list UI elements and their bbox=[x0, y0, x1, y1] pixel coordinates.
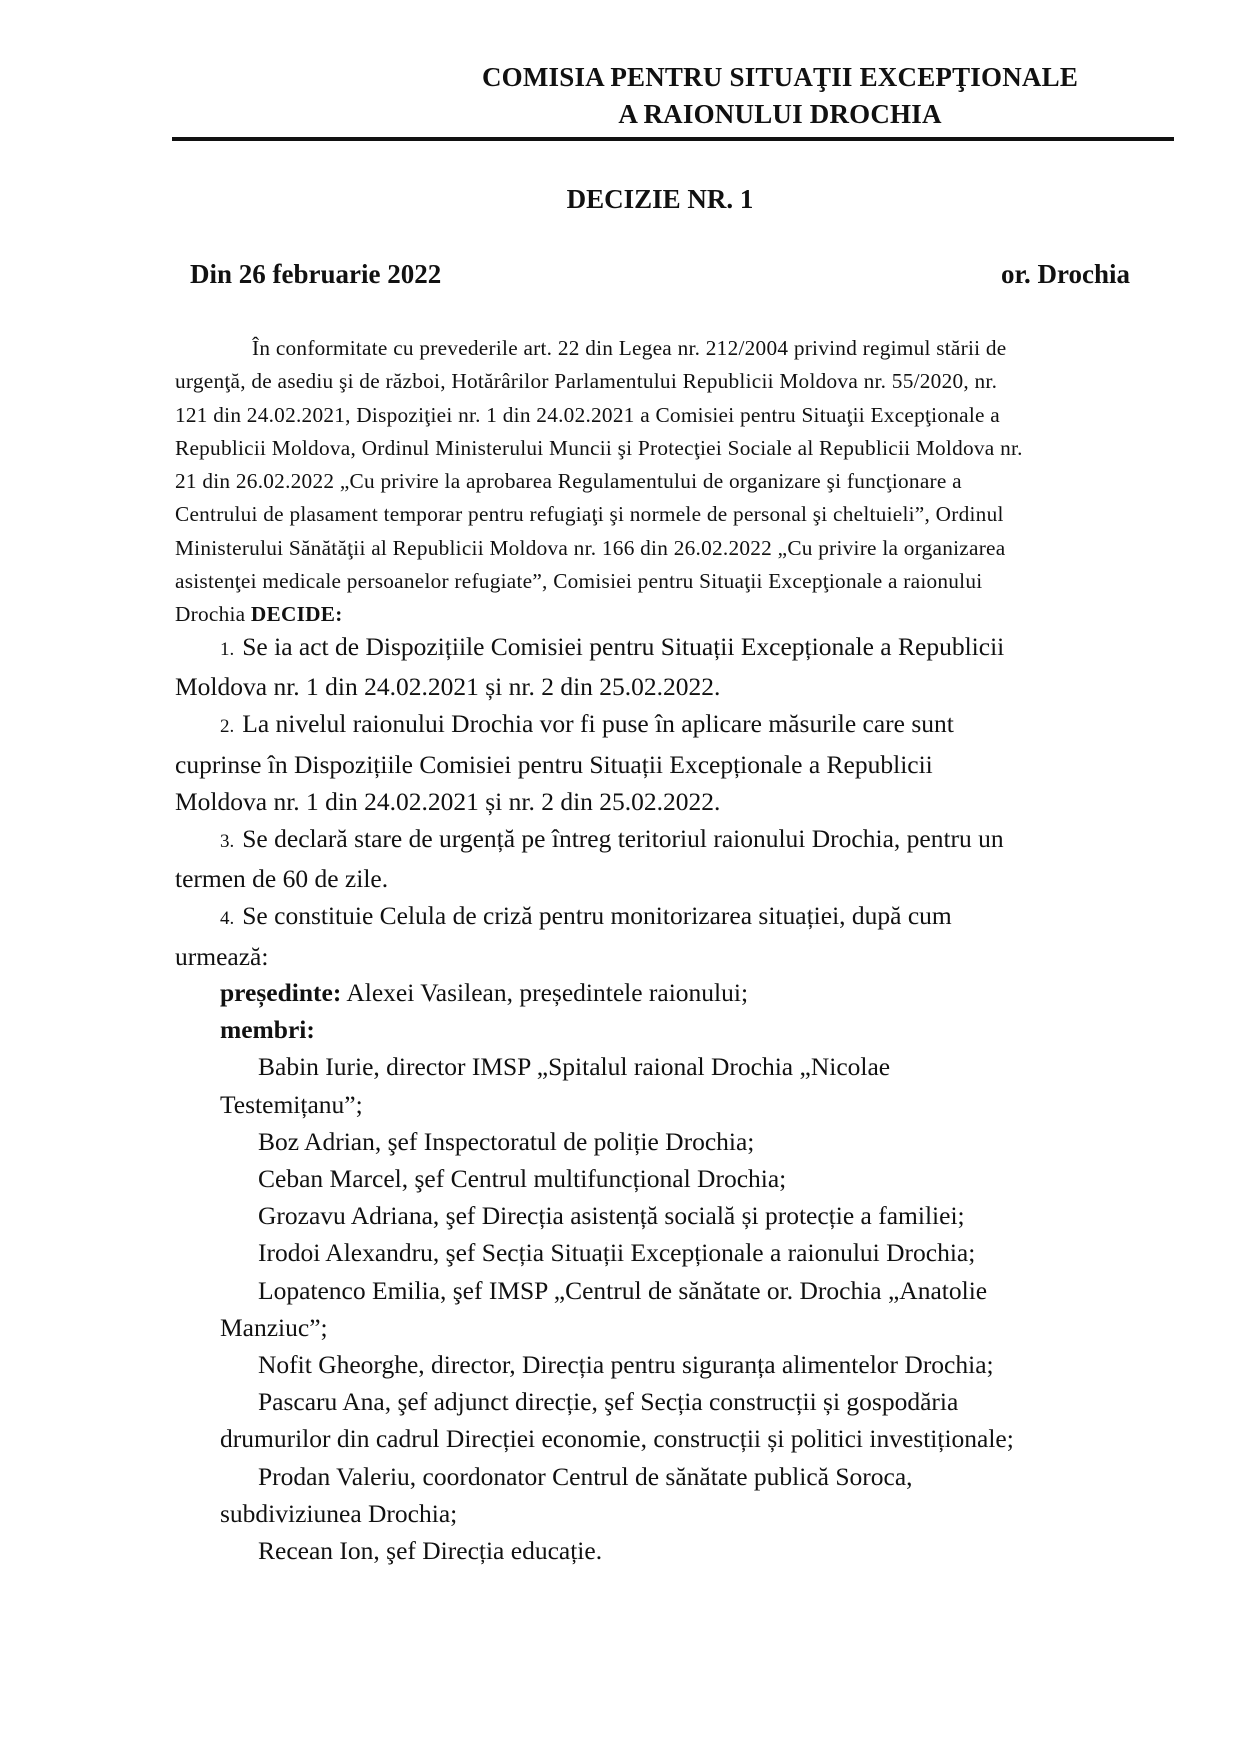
member-entry: Ceban Marcel, şef Centrul multifuncțional Drochia; bbox=[258, 1164, 787, 1194]
member-entry-continuation: Testemițanu”; bbox=[220, 1089, 363, 1119]
decision-title: DECIZIE NR. 1 bbox=[566, 184, 754, 214]
members-heading bbox=[220, 1011, 1160, 1048]
member-entry: Pascaru Ana, şef adjunct direcție, şef Secția construcții și gospodăria bbox=[258, 1387, 959, 1417]
preamble-line: În conformitate cu prevederile art. 22 din Legea nr. 212/2004 privind regimul stării de bbox=[252, 336, 1007, 360]
president-line bbox=[220, 974, 1160, 1011]
list-item bbox=[175, 897, 1150, 937]
preamble-line: Ministerului Sănătăţii al Republicii Moldova nr. 166 din 26.02.2022 „Cu privire la organizarea bbox=[175, 535, 1006, 560]
item-text-continuation: termen de 60 de zile. bbox=[175, 864, 389, 894]
item-number: 3. bbox=[220, 831, 235, 853]
member-entry-continuation: drumurilor din cadrul Direcției economie, construcții și politici investiționale; bbox=[220, 1424, 1014, 1454]
member-entry: Babin Iurie, director IMSP „Spitalul raional Drochia „Nicolae bbox=[258, 1052, 891, 1082]
list-item bbox=[175, 820, 1150, 860]
member-entry: Boz Adrian, şef Inspectoratul de poliție Drochia; bbox=[258, 1126, 755, 1156]
preamble-last-text: Drochia bbox=[175, 602, 251, 627]
members-label: membri: bbox=[220, 1015, 315, 1045]
item-number: 2. bbox=[220, 716, 235, 738]
decide-keyword: DECIDE: bbox=[250, 602, 343, 627]
item-text: Se declară stare de urgență pe întreg teritoriul raionului Drochia, pentru un bbox=[242, 824, 1004, 854]
decision-place: or. Drochia bbox=[1000, 259, 1130, 289]
item-number: 1. bbox=[220, 639, 235, 660]
president-label: președinte: bbox=[220, 978, 342, 1007]
item-text-continuation: cuprinse în Dispozițiile Comisiei pentru Situații Excepționale a Republicii bbox=[175, 749, 933, 779]
header-title-line-1: COMISIA PENTRU SITUAŢII EXCEPŢIONALE bbox=[481, 62, 1079, 92]
decision-date: Din 26 februarie 2022 bbox=[190, 259, 442, 289]
member-entry: Irodoi Alexandru, şef Secția Situații Excepționale a raionului Drochia; bbox=[258, 1238, 976, 1268]
decision-items bbox=[175, 628, 1150, 975]
item-text: Se ia act de Dispozițiile Comisiei pentru Situații Excepționale a Republicii bbox=[242, 632, 1005, 661]
list-item bbox=[175, 628, 1150, 668]
header-divider bbox=[172, 137, 1174, 141]
preamble-line: 21 din 26.02.2022 „Cu privire la aprobarea Regulamentului de organizare şi funcţionare a bbox=[175, 469, 962, 494]
member-entry-continuation: subdiviziunea Drochia; bbox=[220, 1498, 458, 1528]
member-entry: Prodan Valeriu, coordonator Centrul de sănătate publică Soroca, bbox=[258, 1461, 913, 1491]
preamble-line: Centrului de plasament temporar pentru refugiaţi şi normele de personal şi cheltuieli”, Ordinul bbox=[175, 502, 1004, 527]
president-value: Alexei Vasilean, președintele raionului; bbox=[341, 978, 749, 1007]
list-item bbox=[175, 705, 1150, 745]
item-text: Se constituie Celula de criză pentru monitorizarea situației, după cum bbox=[242, 901, 952, 931]
item-text-continuation: Moldova nr. 1 din 24.02.2021 și nr. 2 din 25.02.2022. bbox=[175, 786, 721, 816]
member-entry-continuation: Manziuc”; bbox=[220, 1312, 328, 1342]
preamble-paragraph bbox=[175, 332, 1150, 632]
item-text-continuation: Moldova nr. 1 din 24.02.2021 și nr. 2 din 25.02.2022. bbox=[175, 672, 721, 702]
preamble-line: asistenţei medicale persoanelor refugiate”, Comisiei pentru Situaţii Excepţionale a raionului bbox=[175, 569, 983, 594]
crisis-cell-composition bbox=[220, 974, 1160, 1569]
preamble-last-line bbox=[175, 598, 1150, 631]
item-text-continuation: urmează: bbox=[175, 941, 269, 971]
item-text: La nivelul raionului Drochia vor fi puse în aplicare măsurile care sunt bbox=[242, 709, 954, 739]
preamble-line: urgenţă, de asediu şi de război, Hotărârilor Parlamentului Republicii Moldova nr. 55/2020, nr. bbox=[175, 369, 998, 394]
item-number: 4. bbox=[220, 908, 235, 930]
header-title-line-2: A RAIONULUI DROCHIA bbox=[618, 99, 942, 129]
preamble-line: Republicii Moldova, Ordinul Ministerului Muncii şi Protecţiei Sociale al Republicii Moldova nr. bbox=[175, 435, 1023, 460]
member-entry: Nofit Gheorghe, director, Direcția pentru siguranța alimentelor Drochia; bbox=[258, 1350, 994, 1380]
member-entry: Grozavu Adriana, şef Direcția asistență socială și protecție a familiei; bbox=[258, 1201, 965, 1231]
member-entry: Lopatenco Emilia, şef IMSP „Centrul de sănătate or. Drochia „Anatolie bbox=[258, 1275, 988, 1305]
member-entry: Recean Ion, şef Direcția educație. bbox=[258, 1536, 603, 1566]
preamble-line: 121 din 24.02.2021, Dispoziţiei nr. 1 din 24.02.2021 a Comisiei pentru Situaţii Excepţionale a bbox=[175, 402, 1000, 427]
